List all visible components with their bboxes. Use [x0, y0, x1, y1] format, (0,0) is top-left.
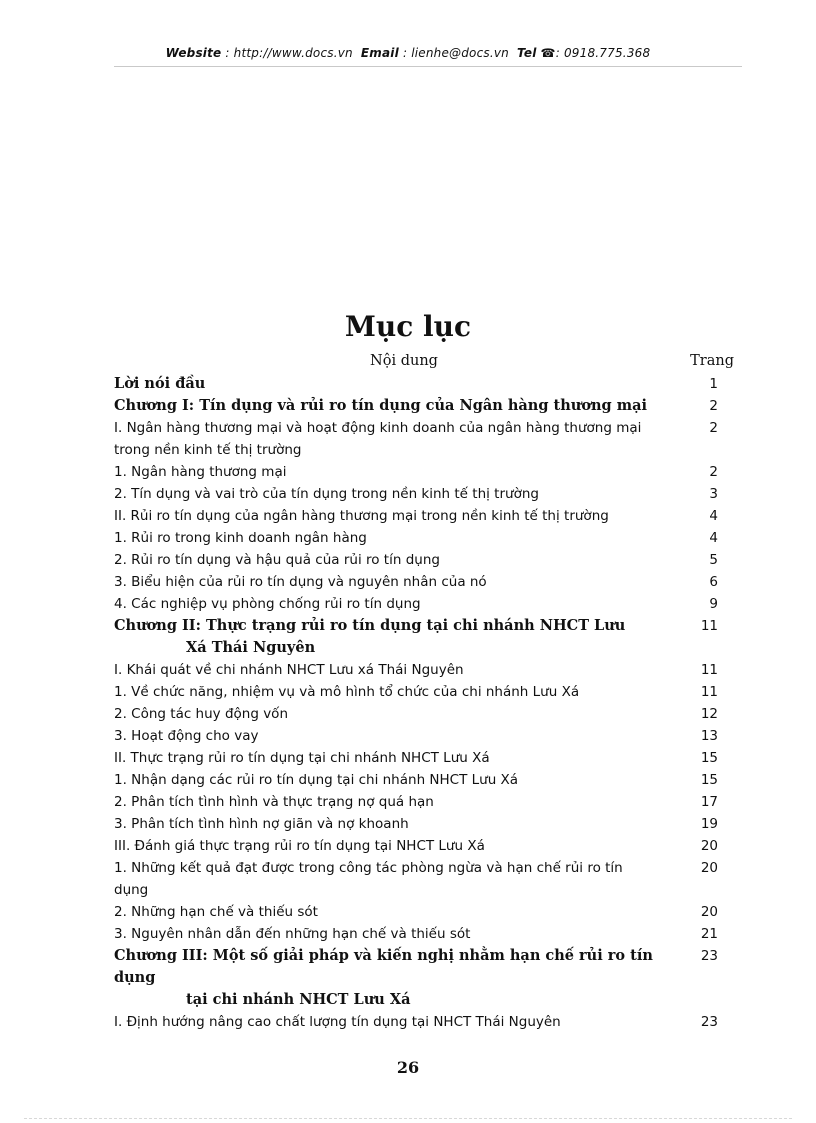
toc-entry-text: 3. Hoạt động cho vay [114, 728, 259, 744]
page-title: Mục lục [344, 310, 472, 343]
toc-entry [114, 571, 734, 593]
toc-entry-text: II. Thực trạng rủi ro tín dụng tại chi nhánh NHCT Lưu Xá [114, 750, 490, 766]
toc-entry [114, 747, 734, 769]
toc-entry [114, 593, 734, 615]
page-number: 26 [396, 1058, 420, 1077]
toc-entry-page: 3 [709, 486, 718, 502]
toc-entry-page: 20 [700, 838, 718, 854]
toc-entry-page: 12 [700, 706, 718, 722]
toc-entry [114, 813, 734, 835]
toc-entry [114, 681, 734, 703]
toc-entry [114, 659, 734, 681]
toc-entry-text: Lời nói đầu [114, 375, 206, 392]
toc-entry-text: 3. Phân tích tình hình nợ giãn và nợ khoanh [114, 816, 409, 832]
toc-entry-page: 20 [700, 904, 718, 920]
toc-entry [114, 1011, 734, 1033]
toc-entry-page: 23 [700, 948, 718, 964]
toc-header-page: Trang [690, 353, 734, 369]
toc-entry-page: 11 [700, 684, 718, 700]
toc-entry [114, 725, 734, 747]
toc-entry [114, 791, 734, 813]
toc-rows [114, 373, 734, 1033]
toc-entry-page: 2 [709, 398, 718, 414]
toc-entry-page: 19 [700, 816, 718, 832]
toc-entry-text: 4. Các nghiệp vụ phòng chống rủi ro tín dụng [114, 596, 421, 612]
toc-entry-page: 4 [709, 508, 718, 524]
website-label: Website [165, 46, 222, 60]
toc-header-row [114, 351, 734, 373]
toc-entry-text: I. Ngân hàng thương mại và hoạt động kinh doanh của ngân hàng thương mại trong nền kinh tế thị trường [114, 420, 642, 458]
toc-entry [114, 615, 734, 659]
toc-entry-text-continued: Xá Thái Nguyên [186, 639, 316, 656]
toc-entry [114, 527, 734, 549]
toc-entry-page: 13 [700, 728, 718, 744]
toc-entry-text: 1. Về chức năng, nhiệm vụ và mô hình tổ chức của chi nhánh Lưu Xá [114, 684, 580, 700]
toc-entry-page: 15 [700, 750, 718, 766]
toc-entry-page: 6 [709, 574, 718, 590]
toc-entry-page: 21 [700, 926, 718, 942]
header-divider [114, 66, 742, 67]
toc-entry-page: 23 [700, 1014, 718, 1030]
toc-entry-text: 3. Biểu hiện của rủi ro tín dụng và nguyên nhân của nó [114, 574, 487, 590]
website-value: : http://www.docs.vn [225, 46, 353, 60]
toc-entry-text: 1. Rủi ro trong kinh doanh ngân hàng [114, 530, 367, 546]
toc-entry-page: 2 [709, 420, 718, 436]
toc-entry [114, 373, 734, 395]
toc-entry [114, 461, 734, 483]
toc-entry-page: 11 [700, 662, 718, 678]
toc-entry-page: 15 [700, 772, 718, 788]
toc-entry [114, 417, 734, 461]
tel-value: : 0918.775.368 [555, 46, 651, 60]
toc-header-content: Nội dung [370, 353, 438, 369]
toc-entry [114, 901, 734, 923]
toc-entry-text: 2. Rủi ro tín dụng và hậu quả của rủi ro tín dụng [114, 552, 440, 568]
toc-entry-page: 20 [700, 860, 718, 876]
toc-entry [114, 945, 734, 1011]
toc-entry-page: 2 [709, 464, 718, 480]
toc-entry [114, 395, 734, 417]
toc-entry [114, 835, 734, 857]
footer-divider [24, 1118, 792, 1119]
toc-entry [114, 549, 734, 571]
tel-label: Tel [517, 46, 537, 60]
toc-entry-text: 2. Những hạn chế và thiếu sót [114, 904, 318, 920]
toc-entry-text: Chương I: Tín dụng và rủi ro tín dụng của Ngân hàng thương mại [114, 397, 647, 414]
toc-entry [114, 769, 734, 791]
toc-entry-page: 5 [709, 552, 718, 568]
toc-entry-text: 2. Phân tích tình hình và thực trạng nợ quá hạn [114, 794, 434, 810]
toc-entry-text: II. Rủi ro tín dụng của ngân hàng thương mại trong nền kinh tế thị trường [114, 508, 609, 524]
email-value: : lienhe@docs.vn [402, 46, 509, 60]
toc-entry-text: 3. Nguyên nhân dẫn đến những hạn chế và thiếu sót [114, 926, 471, 942]
toc-entry [114, 483, 734, 505]
toc-entry-page: 11 [700, 618, 718, 634]
toc-entry-text-continued: tại chi nhánh NHCT Lưu Xá [186, 991, 411, 1008]
toc-entry-text: 2. Công tác huy động vốn [114, 706, 288, 722]
toc-entry-text: 1. Ngân hàng thương mại [114, 464, 287, 480]
toc-entry [114, 923, 734, 945]
toc-entry-page: 4 [709, 530, 718, 546]
email-label: Email [360, 46, 399, 60]
toc-entry-page: 1 [709, 376, 718, 392]
toc-entry-page: 17 [700, 794, 718, 810]
toc-entry [114, 505, 734, 527]
toc-entry-text: 1. Những kết quả đạt được trong công tác phòng ngừa và hạn chế rủi ro tín dụng [114, 860, 623, 898]
toc-entry [114, 857, 734, 901]
toc-entry-text: 2. Tín dụng và vai trò của tín dụng trong nền kinh tế thị trường [114, 486, 539, 502]
toc-entry-text: III. Đánh giá thực trạng rủi ro tín dụng tại NHCT Lưu Xá [114, 838, 485, 854]
toc-entry-text: Chương II: Thực trạng rủi ro tín dụng tại chi nhánh NHCT Lưu [114, 617, 626, 634]
toc-entry-text: Chương III: Một số giải pháp và kiến nghị nhằm hạn chế rủi ro tín dụng [114, 947, 653, 986]
toc-entry [114, 703, 734, 725]
table-of-contents [114, 351, 734, 1033]
toc-entry-text: I. Định hướng nâng cao chất lượng tín dụng tại NHCT Thái Nguyên [114, 1014, 561, 1030]
toc-entry-page: 9 [709, 596, 718, 612]
toc-entry-text: 1. Nhận dạng các rủi ro tín dụng tại chi nhánh NHCT Lưu Xá [114, 772, 519, 788]
phone-icon: ☎ [540, 46, 556, 60]
page-header [0, 46, 816, 60]
toc-entry-text: I. Khái quát về chi nhánh NHCT Lưu xá Thái Nguyên [114, 662, 464, 678]
